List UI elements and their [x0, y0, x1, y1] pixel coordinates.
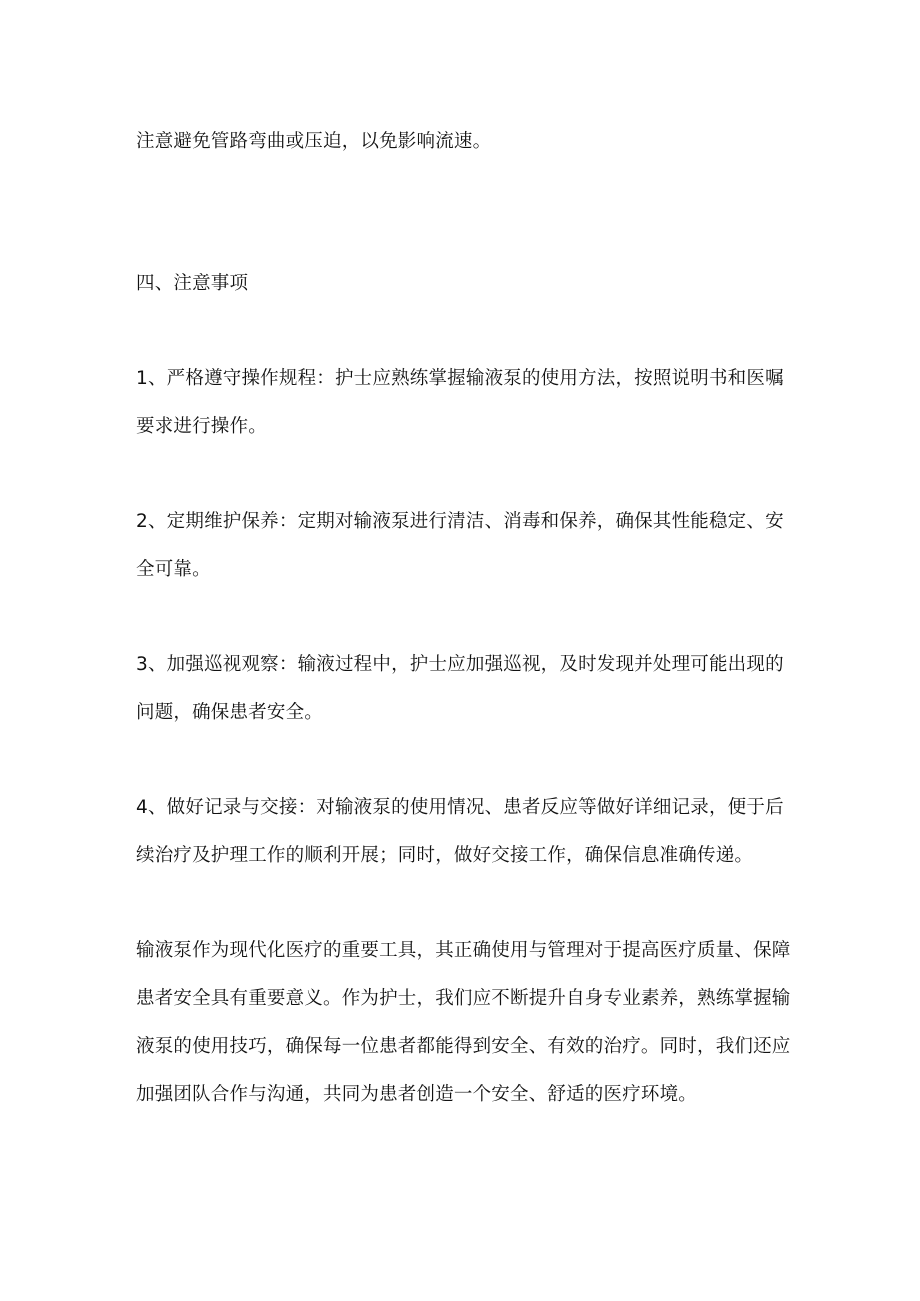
conclusion-line-3: 液泵的使用技巧，确保每一位患者都能得到安全、有效的治疗。同时，我们还应 — [136, 1036, 791, 1057]
conclusion-line-4: 加强团队合作与沟通，共同为患者创造一个安全、舒适的医疗环境。 — [136, 1084, 698, 1105]
item-1-line-2: 要求进行操作。 — [136, 416, 267, 437]
item-1-line-1: 1、严格遵守操作规程：护士应熟练掌握输液泵的使用方法，按照说明书和医嘱 — [136, 368, 784, 389]
item-4-line-2: 续治疗及护理工作的顺利开展；同时，做好交接工作，确保信息准确传递。 — [136, 845, 754, 866]
continuation-paragraph: 注意避免管路弯曲或压迫，以免影响流速。 — [136, 131, 492, 152]
item-3-line-1: 3、加强巡视观察：输液过程中，护士应加强巡视，及时发现并处理可能出现的 — [136, 654, 784, 675]
conclusion-line-2: 患者安全具有重要意义。作为护士，我们应不断提升自身专业素养，熟练掌握输 — [136, 988, 791, 1009]
section-heading: 四、注意事项 — [136, 273, 249, 294]
item-2-line-2: 全可靠。 — [136, 559, 211, 580]
item-2-line-1: 2、定期维护保养：定期对输液泵进行清洁、消毒和保养，确保其性能稳定、安 — [136, 511, 784, 532]
conclusion-line-1: 输液泵作为现代化医疗的重要工具，其正确使用与管理对于提高医疗质量、保障 — [136, 940, 791, 961]
item-3-line-2: 问题，确保患者安全。 — [136, 702, 324, 723]
item-4-line-1: 4、做好记录与交接：对输液泵的使用情况、患者反应等做好详细记录，便于后 — [136, 797, 784, 818]
